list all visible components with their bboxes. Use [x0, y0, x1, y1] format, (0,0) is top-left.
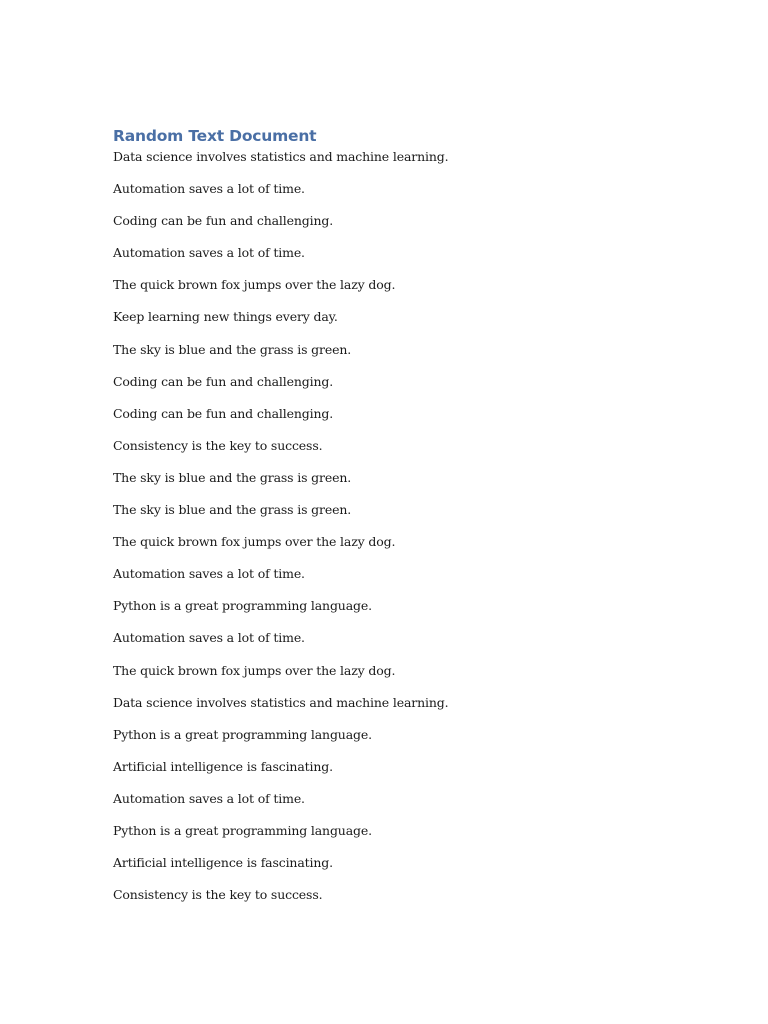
paragraph: The quick brown fox jumps over the lazy dog. [113, 277, 396, 293]
paragraph: Python is a great programming language. [113, 822, 372, 838]
paragraph: Python is a great programming language. [113, 726, 372, 742]
paragraph: Automation saves a lot of time. [113, 566, 305, 582]
paragraph: Coding can be fun and challenging. [113, 213, 334, 229]
paragraph: Data science involves statistics and machine learning. [113, 149, 449, 164]
paragraph: Coding can be fun and challenging. [113, 373, 334, 389]
paragraph: Automation saves a lot of time. [113, 181, 305, 197]
paragraph: Artificial intelligence is fascinating. [113, 758, 333, 774]
paragraph: The sky is blue and the grass is green. [113, 502, 352, 518]
paragraph: Data science involves statistics and machine learning. [113, 694, 449, 710]
paragraph: The quick brown fox jumps over the lazy dog. [113, 534, 396, 550]
paragraph: Automation saves a lot of time. [113, 245, 305, 261]
paragraph: The sky is blue and the grass is green. [113, 469, 352, 485]
paragraph: Automation saves a lot of time. [113, 790, 305, 806]
paragraph: Consistency is the key to success. [113, 887, 323, 903]
paragraph: The quick brown fox jumps over the lazy dog. [113, 662, 396, 678]
paragraph: The sky is blue and the grass is green. [113, 341, 352, 357]
paragraph: Python is a great programming language. [113, 598, 372, 614]
document-title: Random Text Document [113, 127, 317, 145]
paragraph: Coding can be fun and challenging. [113, 405, 334, 421]
paragraph: Automation saves a lot of time. [113, 630, 305, 646]
document-body [113, 125, 673, 917]
paragraph: Artificial intelligence is fascinating. [113, 855, 333, 871]
paragraph: Consistency is the key to success. [113, 437, 323, 453]
paragraph: Keep learning new things every day. [113, 309, 338, 325]
paragraph-list [113, 147, 673, 917]
